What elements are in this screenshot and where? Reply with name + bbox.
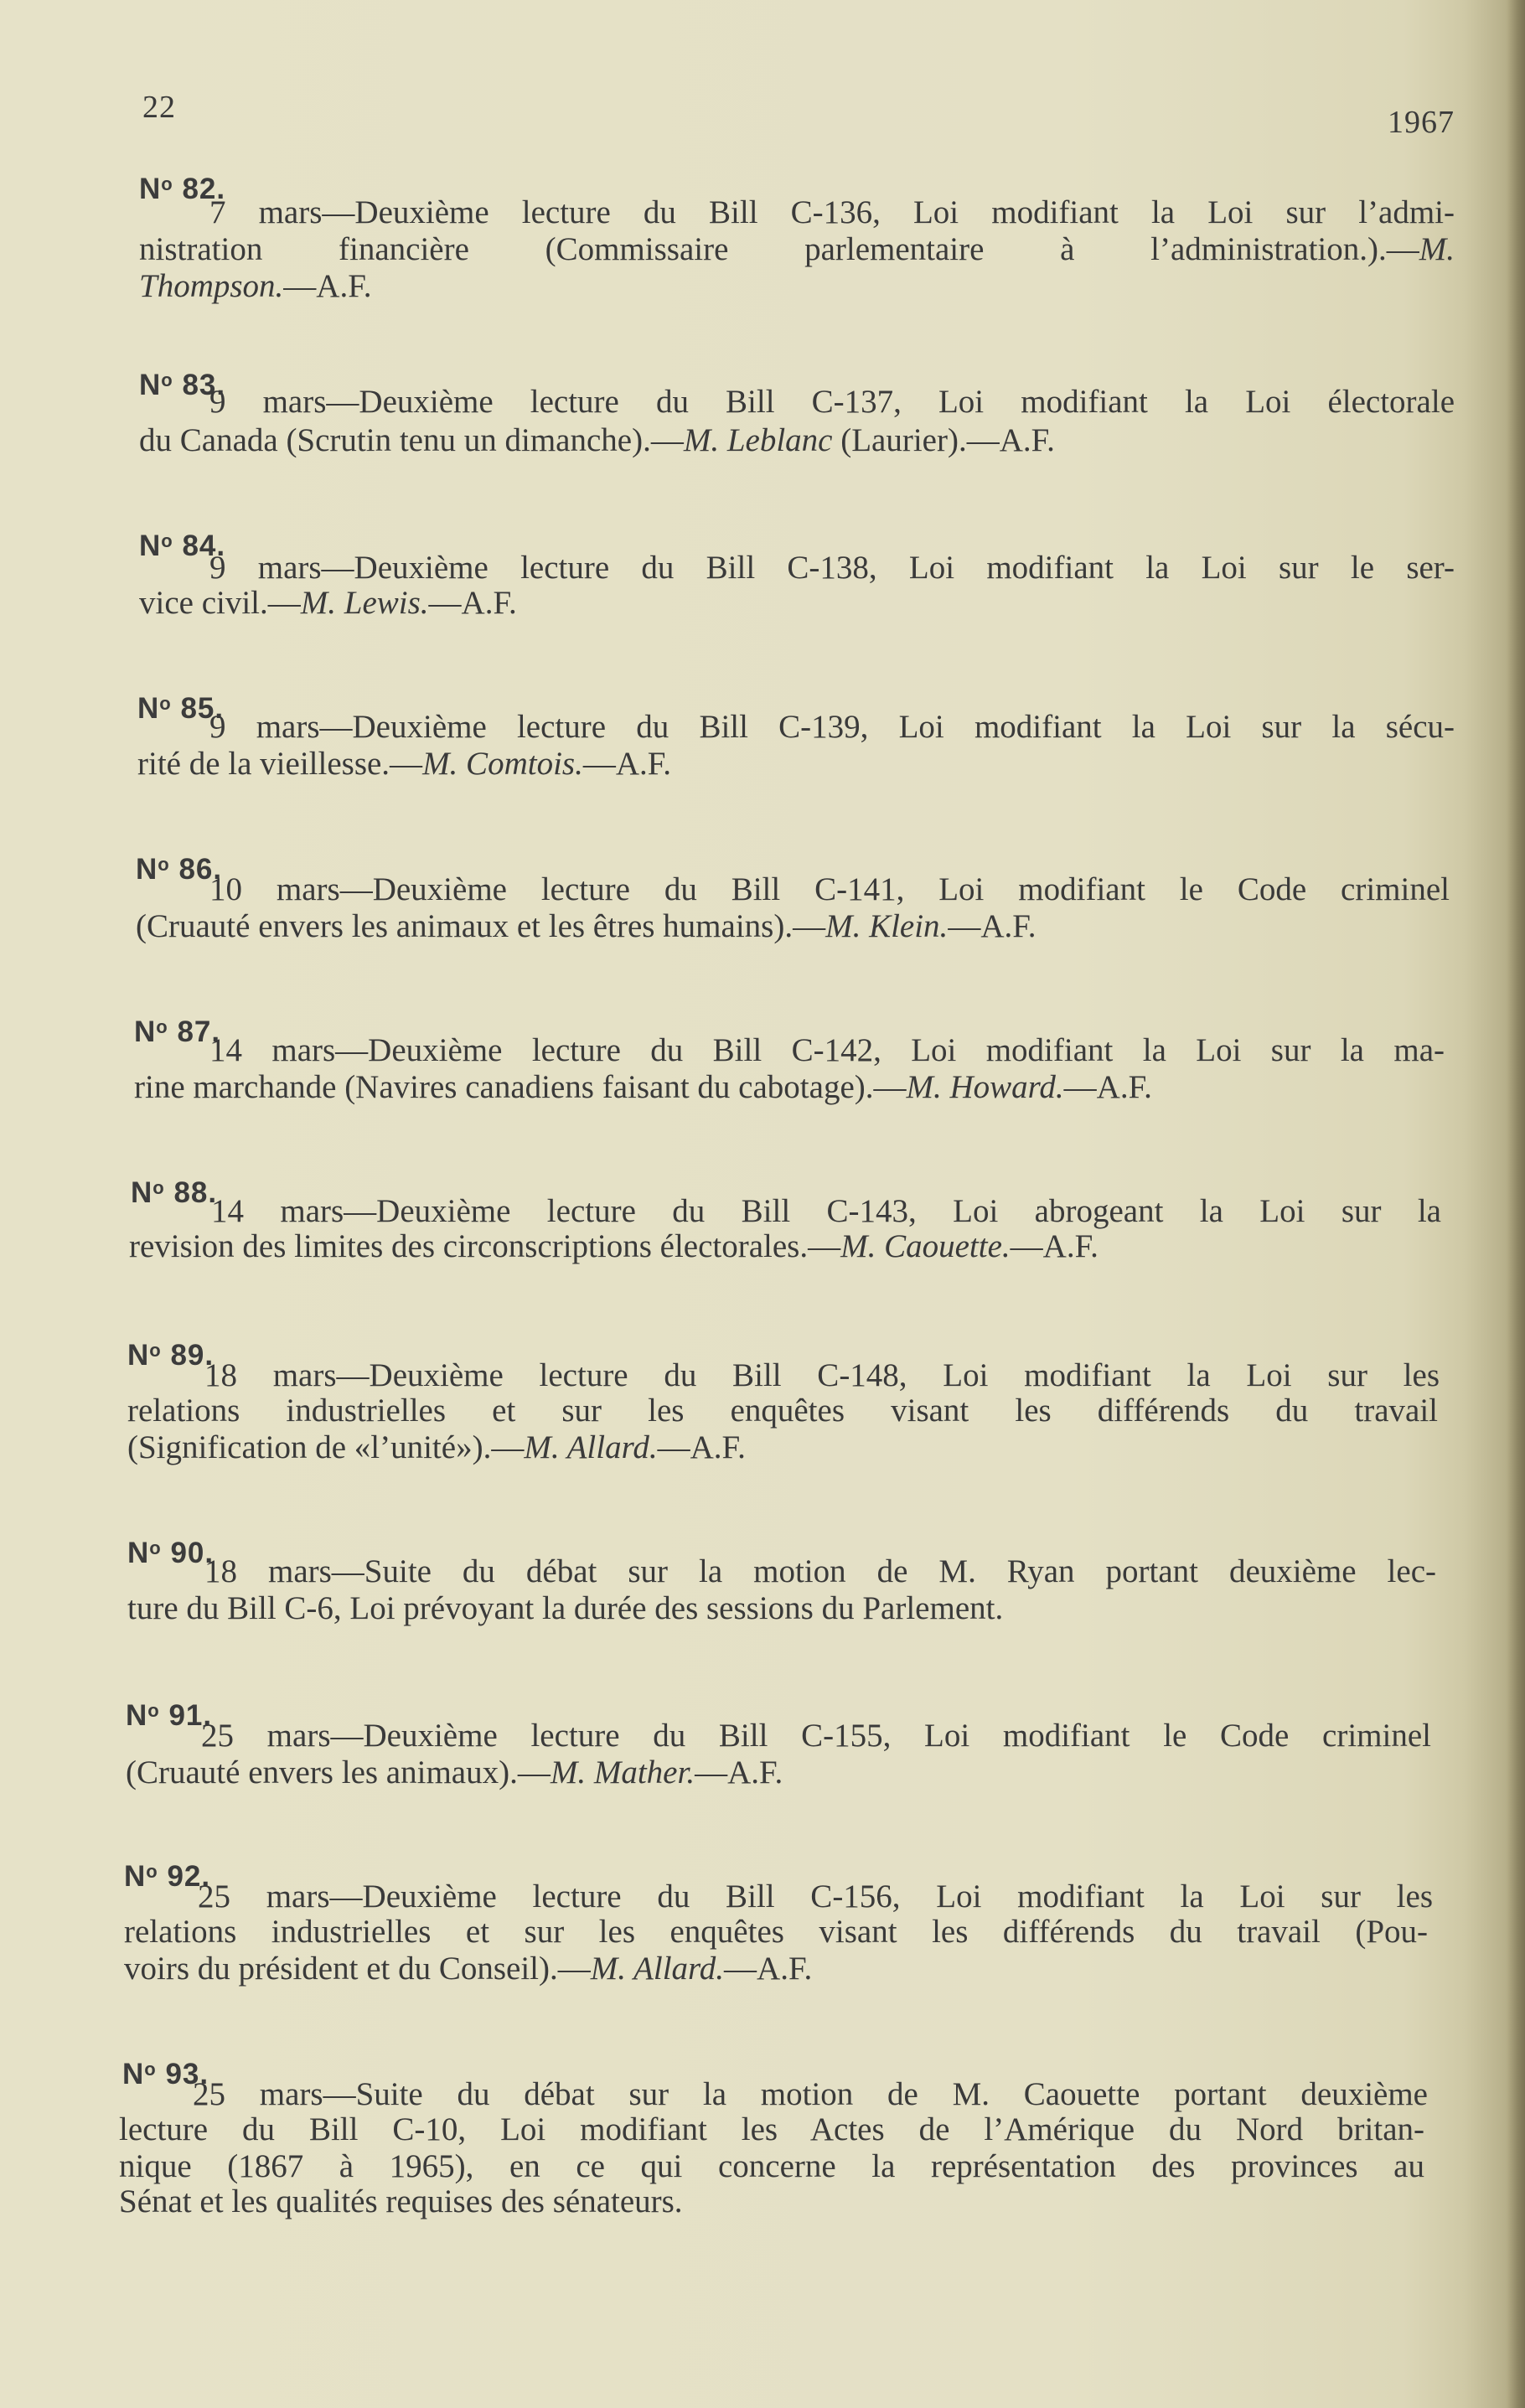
text-segment: 10 mars—Deuxième lecture du Bill C-141, Loi modifiant le Code criminel — [209, 871, 1450, 907]
text-segment: 9 mars—Deuxième lecture du Bill C-137, Loi modifiant la Loi électorale — [209, 384, 1455, 420]
entry-text-line — [209, 194, 1455, 231]
entry-text-line — [209, 550, 1455, 586]
member-name: M. Lewis. — [300, 585, 429, 621]
member-name: Thompson. — [139, 268, 284, 304]
entry-text-line — [204, 1357, 1440, 1394]
entry-number: $N^o$ 84. — [139, 530, 226, 562]
text-segment: (Cruauté envers les animaux et les êtres humains).— — [136, 908, 826, 944]
entry-number: $N^o$ 85. — [137, 692, 225, 725]
entry-text-line — [129, 1228, 1099, 1265]
member-name: M. Klein. — [825, 908, 949, 944]
text-segment: —A.F. — [1063, 1069, 1152, 1105]
entry-number: $N^o$ 89. — [127, 1339, 215, 1372]
entry-number: $N^o$ 87. — [134, 1015, 221, 1048]
text-segment: (Signification de «l’unité»).— — [127, 1429, 525, 1465]
entry-text-line — [127, 1393, 1438, 1429]
entry-text-line — [126, 1754, 783, 1791]
page-year: 1967 — [1388, 105, 1455, 140]
entry-text-line — [139, 585, 517, 622]
entry-number: $N^o$ 92. — [124, 1860, 211, 1893]
member-name: M. Comtois. — [422, 746, 583, 782]
text-segment: 14 mars—Deuxième lecture du Bill C-143, Loi abrogeant la Loi sur la — [211, 1193, 1441, 1229]
entry-text-line — [209, 1032, 1445, 1069]
text-segment: —A.F. — [428, 585, 517, 621]
entry-number: $N^o$ 86. — [136, 853, 223, 886]
entry-text-line — [137, 746, 671, 783]
text-segment: (Laurier).—A.F. — [832, 422, 1055, 458]
member-name: M. Allard. — [524, 1429, 658, 1465]
text-segment: vice civil.— — [139, 585, 301, 621]
text-segment: 18 mars—Suite du débat sur la motion de M. Ryan portant deuxième lec- — [204, 1553, 1436, 1589]
entry-number: $N^o$ 83. — [139, 369, 226, 401]
entry-number: $N^o$ 90. — [127, 1537, 215, 1569]
entry-text-line — [119, 2148, 1424, 2185]
entry-text-line — [136, 908, 1036, 945]
entry-text-line — [209, 384, 1455, 421]
entry-text-line — [201, 1718, 1431, 1754]
member-name: M. Caouette. — [840, 1228, 1011, 1264]
entry-text-line — [127, 1590, 1003, 1627]
text-segment: 25 mars—Suite du débat sur la motion de M. Caouette portant deuxième — [193, 2076, 1428, 2112]
entry-text-line — [209, 871, 1450, 908]
entry-text-line — [124, 1951, 812, 1987]
entry-text-line — [119, 2183, 683, 2220]
text-segment: rine marchande (Navires canadiens faisant du cabotage).— — [134, 1069, 907, 1105]
page-number: 22 — [142, 90, 176, 125]
text-segment: —A.F. — [948, 908, 1036, 944]
text-segment: 9 mars—Deuxième lecture du Bill C-139, Loi modifiant la Loi sur la sécu- — [209, 709, 1455, 745]
entry-number: $N^o$ 82. — [139, 173, 226, 205]
text-segment: nique (1867 à 1965), en ce qui concerne la représentation des provinces au — [119, 2148, 1424, 2184]
entry-text-line — [209, 709, 1455, 746]
text-segment: Sénat et les qualités requises des sénateurs. — [119, 2183, 683, 2219]
text-segment: —A.F. — [582, 746, 672, 782]
text-segment: relations industrielles et sur les enquêtes visant les différends du travail (Pou- — [124, 1914, 1428, 1950]
entry-text-line — [127, 1429, 746, 1466]
entry-text-line — [124, 1914, 1428, 1951]
text-segment: 9 mars—Deuxième lecture du Bill C-138, Loi modifiant la Loi sur le ser- — [209, 550, 1455, 586]
entry-text-line — [139, 422, 1055, 459]
entry-text-line — [134, 1069, 1152, 1106]
text-segment: lecture du Bill C-10, Loi modifiant les Actes de l’Amérique du Nord britan- — [119, 2111, 1424, 2147]
text-segment: —A.F. — [695, 1754, 783, 1790]
page-edge-shadow — [1507, 0, 1525, 2408]
entry-text-line — [198, 1878, 1433, 1915]
text-segment: nistration financière (Commissaire parlementaire à l’administration.).— — [139, 231, 1419, 267]
entry-number: $N^o$ 91. — [126, 1699, 213, 1732]
text-segment: voirs du président et du Conseil).— — [124, 1951, 591, 1987]
entry-text-line — [139, 231, 1455, 268]
entry-text-line — [119, 2111, 1424, 2148]
entry-text-line — [204, 1553, 1436, 1590]
member-name: M. — [1419, 231, 1455, 267]
text-segment: 25 mars—Deuxième lecture du Bill C-156, Loi modifiant la Loi sur les — [198, 1878, 1433, 1915]
member-name: M. Leblanc — [683, 422, 833, 458]
entry-text-line — [139, 268, 372, 305]
text-segment: relations industrielles et sur les enquêtes visant les différends du travail — [127, 1393, 1438, 1429]
entry-text-line — [193, 2076, 1428, 2113]
text-segment: 25 mars—Deuxième lecture du Bill C-155, Loi modifiant le Code criminel — [201, 1718, 1431, 1754]
text-segment: revision des limites des circonscriptions électorales.— — [129, 1228, 841, 1264]
text-segment: (Cruauté envers les animaux).— — [126, 1754, 551, 1790]
text-segment: ture du Bill C-6, Loi prévoyant la durée des sessions du Parlement. — [127, 1590, 1004, 1626]
text-segment: 7 mars—Deuxième lecture du Bill C-136, Loi modifiant la Loi sur l’admi- — [209, 194, 1455, 230]
text-segment: rité de la vieillesse.— — [137, 746, 423, 782]
text-segment: du Canada (Scrutin tenu un dimanche).— — [139, 422, 684, 458]
member-name: M. Mather. — [550, 1754, 695, 1790]
text-segment: 14 mars—Deuxième lecture du Bill C-142, Loi modifiant la Loi sur la ma- — [209, 1032, 1445, 1068]
text-segment: 18 mars—Deuxième lecture du Bill C-148, Loi modifiant la Loi sur les — [204, 1357, 1440, 1393]
entry-number: $N^o$ 88. — [131, 1176, 218, 1209]
entry-text-line — [211, 1193, 1441, 1230]
text-segment: —A.F. — [724, 1951, 813, 1987]
member-name: M. Allard. — [590, 1951, 725, 1987]
text-segment: —A.F. — [1010, 1228, 1099, 1264]
member-name: M. Howard. — [906, 1069, 1064, 1105]
text-segment: —A.F. — [283, 268, 372, 304]
text-segment: —A.F. — [657, 1429, 746, 1465]
entry-number: $N^o$ 93. — [122, 2058, 209, 2090]
